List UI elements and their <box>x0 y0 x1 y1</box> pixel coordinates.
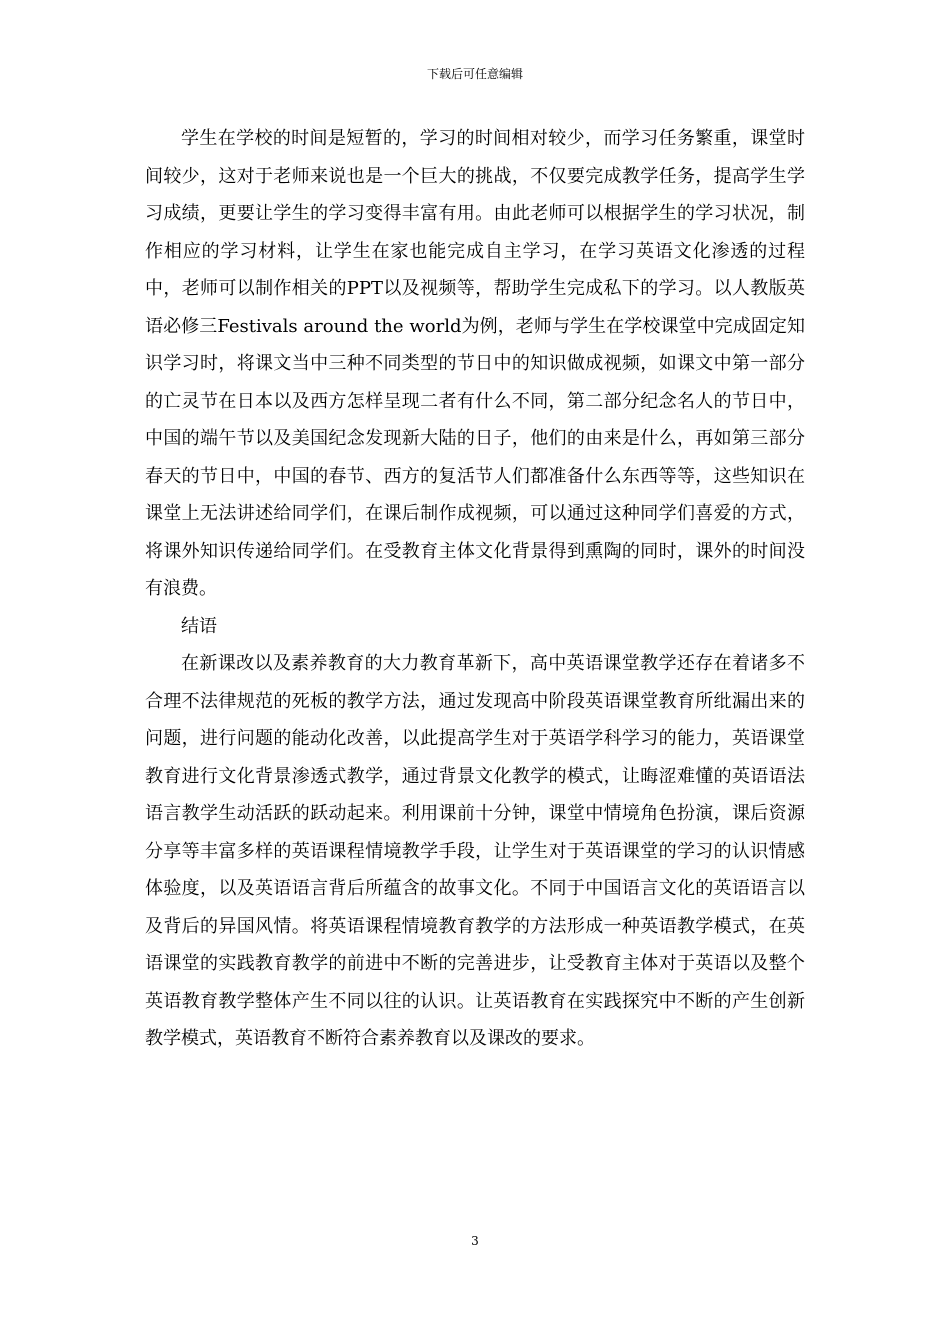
conclusion-heading: 结语 <box>181 615 217 637</box>
body-text <box>145 120 805 1058</box>
page-number: 3 <box>471 1234 479 1248</box>
paragraph-1: 学生在学校的时间是短暂的，学习的时间相对较少，而学习任务繁重，课堂时间较少，这对于老师来说也是一个巨大的挑战，不仅要完成教学任务，提高学生学习成绩，更要让学生的学习变得丰富有用。由此老师可以根据学生的学习状况，制作相应的学习材料，让学生在家也能完成自主学习，在学习英语文化渗透的过程中，老师可以制作相关的PPT以及视频等，帮助学生完成私下的学习。以人教版英语必修三Festivals around the world为例，老师与学生在学校课堂中完成固定知识学习时，将课文当中三种不同类型的节日中的知识做成视频，如课文中第一部分的亡灵节在日本以及西方怎样呈现二者有什么不同，第二部分纪念名人的节日中，中国的端午节以及美国纪念发现新大陆的日子，他们的由来是什么，再如第三部分春天的节日中，中国的春节、西方的复活节人们都准备什么东西等等，这些知识在课堂上无法讲述给同学们，在课后制作成视频，可以通过这种同学们喜爱的方式，将课外知识传递给同学们。在受教育主体文化背景得到熏陶的同时，课外的时间没有浪费。 <box>145 128 805 599</box>
paragraph-2: 在新课改以及素养教育的大力教育革新下，高中英语课堂教学还存在着诸多不合理不法律规范的死板的教学方法，通过发现高中阶段英语课堂教育所纰漏出来的问题，进行问题的能动化改善，以此提高学生对于英语学科学习的能力，英语课堂教育进行文化背景渗透式教学，通过背景文化教学的模式，让晦涩难懂的英语语法语言教学生动活跃的跃动起来。利用课前十分钟，课堂中情境角色扮演，课后资源分享等丰富多样的英语课程情境教学手段，让学生对于英语课堂的学习的认识情感体验度，以及英语语言背后所蕴含的故事文化。不同于中国语言文化的英语语言以及背后的异国风情。将英语课程情境教育教学的方法形成一种英语教学模式，在英语课堂的实践教育教学的前进中不断的完善进步，让受教育主体对于英语以及整个英语教育教学整体产生不同以往的认识。让英语教育在实践探究中不断的产生创新教学模式，英语教育不断符合素养教育以及课改的要求。 <box>145 653 805 1049</box>
page-header: 下载后可任意编辑 <box>426 67 523 81</box>
